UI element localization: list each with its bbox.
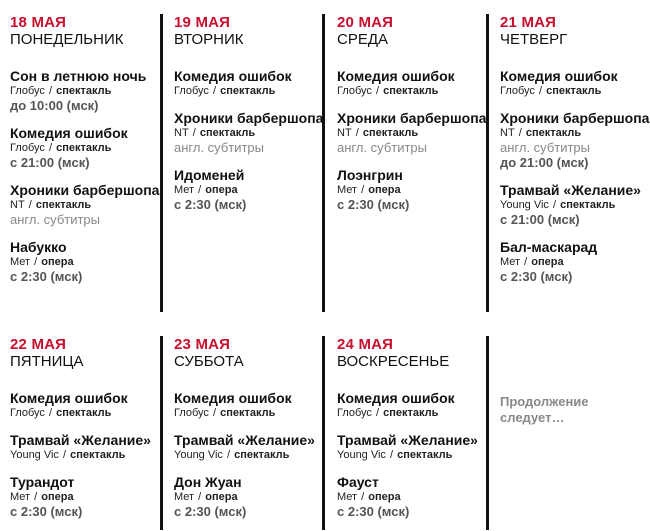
event-venue: Глобус xyxy=(337,407,372,419)
venue-separator: / xyxy=(372,85,383,97)
event-venue: Мет xyxy=(10,256,31,268)
day-date: 22 МАЯ xyxy=(10,336,67,353)
event-title: Комедия ошибок xyxy=(337,390,455,406)
day-weekday: ЧЕТВЕРГ xyxy=(500,31,568,48)
event-type: опера xyxy=(368,184,401,196)
day-column-mon xyxy=(0,14,160,296)
column-divider xyxy=(160,336,163,530)
event-venue-line xyxy=(500,198,650,212)
day-date: 19 МАЯ xyxy=(174,14,231,31)
event-venue: NT xyxy=(500,127,515,139)
event-venue-line xyxy=(10,406,160,420)
event-venue: Глобус xyxy=(337,85,372,97)
event-venue: Мет xyxy=(337,491,358,503)
event-venue-line xyxy=(174,126,324,140)
venue-separator: / xyxy=(45,407,56,419)
event-title: Трамвай «Желание» xyxy=(500,182,641,198)
event-note: англ. субтитры xyxy=(10,212,101,227)
venue-separator: / xyxy=(45,142,56,154)
event-item xyxy=(174,432,324,462)
day-column-sat xyxy=(164,336,324,531)
day-date: 18 МАЯ xyxy=(10,14,67,31)
event-type: спектакль xyxy=(383,407,439,419)
event-venue: Young Vic xyxy=(500,199,549,211)
continue-column xyxy=(490,394,650,426)
venue-separator: / xyxy=(535,85,546,97)
venue-separator: / xyxy=(189,127,199,139)
event-title: Идоменей xyxy=(174,167,245,183)
event-note: англ. субтитры xyxy=(500,140,591,155)
event-venue-line xyxy=(10,490,160,504)
event-venue-line xyxy=(174,406,324,420)
event-type: опера xyxy=(41,256,74,268)
event-time: с 2:30 (мск) xyxy=(337,504,410,519)
event-time: до 10:00 (мск) xyxy=(10,98,99,113)
event-venue-line xyxy=(10,141,160,155)
day-weekday: СРЕДА xyxy=(337,31,389,48)
event-type: опера xyxy=(205,184,238,196)
event-venue-line xyxy=(337,406,487,420)
event-venue-line xyxy=(174,448,324,462)
event-title: Бал-маскарад xyxy=(500,239,598,255)
event-venue: Young Vic xyxy=(174,449,223,461)
day-column-sun xyxy=(327,336,487,531)
day-column-tue xyxy=(164,14,324,224)
venue-separator: / xyxy=(195,184,205,196)
event-venue-line xyxy=(337,84,487,98)
day-weekday: ВТОРНИК xyxy=(174,31,244,48)
event-type: спектакль xyxy=(220,407,276,419)
event-title: Комедия ошибок xyxy=(174,68,292,84)
event-venue-line xyxy=(337,448,487,462)
event-item xyxy=(500,68,650,98)
venue-separator: / xyxy=(358,491,368,503)
event-item xyxy=(337,167,487,212)
event-item xyxy=(174,390,324,420)
day-weekday: СУББОТА xyxy=(174,353,244,370)
event-venue-line xyxy=(174,183,324,197)
event-title: Набукко xyxy=(10,239,67,255)
event-venue: Мет xyxy=(500,256,521,268)
venue-separator: / xyxy=(515,127,525,139)
event-note: англ. субтитры xyxy=(174,140,265,155)
event-type: опера xyxy=(205,491,238,503)
event-type: спектакль xyxy=(234,449,290,461)
event-venue: Глобус xyxy=(174,85,209,97)
event-note: англ. субтитры xyxy=(337,140,428,155)
event-item xyxy=(174,474,324,519)
venue-separator: / xyxy=(209,407,220,419)
event-type: спектакль xyxy=(56,142,112,154)
event-venue-line xyxy=(500,255,650,269)
event-item xyxy=(10,239,160,284)
event-venue: Глобус xyxy=(500,85,535,97)
event-venue: Мет xyxy=(174,491,195,503)
venue-separator: / xyxy=(352,127,362,139)
column-divider xyxy=(160,14,163,312)
event-type: спектакль xyxy=(70,449,126,461)
event-time: с 2:30 (мск) xyxy=(174,197,247,212)
event-item xyxy=(337,110,487,155)
venue-separator: / xyxy=(358,184,368,196)
event-title: Хроники барбершопа xyxy=(10,182,160,198)
event-type: спектакль xyxy=(397,449,453,461)
venue-separator: / xyxy=(59,449,70,461)
venue-separator: / xyxy=(195,491,205,503)
event-item xyxy=(10,182,160,227)
venue-separator: / xyxy=(549,199,560,211)
event-type: опера xyxy=(531,256,564,268)
day-date: 24 МАЯ xyxy=(337,336,394,353)
event-venue: Глобус xyxy=(10,85,45,97)
day-date: 23 МАЯ xyxy=(174,336,231,353)
day-weekday: ПОНЕДЕЛЬНИК xyxy=(10,31,124,48)
event-venue-line xyxy=(337,183,487,197)
event-venue: Мет xyxy=(10,491,31,503)
event-item xyxy=(337,390,487,420)
event-type: опера xyxy=(41,491,74,503)
event-item xyxy=(337,432,487,462)
event-title: Комедия ошибок xyxy=(500,68,618,84)
event-venue-line xyxy=(174,490,324,504)
event-time: с 2:30 (мск) xyxy=(10,269,83,284)
event-type: опера xyxy=(368,491,401,503)
event-venue-line xyxy=(10,255,160,269)
venue-separator: / xyxy=(223,449,234,461)
event-venue: Мет xyxy=(337,184,358,196)
event-title: Комедия ошибок xyxy=(10,390,128,406)
event-type: спектакль xyxy=(199,127,256,139)
venue-separator: / xyxy=(386,449,397,461)
event-item xyxy=(10,125,160,170)
event-item xyxy=(500,110,650,170)
venue-separator: / xyxy=(31,491,41,503)
event-title: Комедия ошибок xyxy=(174,390,292,406)
event-time: с 2:30 (мск) xyxy=(174,504,247,519)
day-date: 20 МАЯ xyxy=(337,14,394,31)
venue-separator: / xyxy=(521,256,531,268)
event-venue: Глобус xyxy=(10,407,45,419)
event-venue: Young Vic xyxy=(337,449,386,461)
venue-separator: / xyxy=(209,85,220,97)
day-weekday: ВОСКРЕСЕНЬЕ xyxy=(337,353,450,370)
event-item xyxy=(10,68,160,113)
event-item xyxy=(10,432,160,462)
day-column-wed xyxy=(327,14,487,224)
event-venue: Глобус xyxy=(10,142,45,154)
event-title: Комедия ошибок xyxy=(337,68,455,84)
event-title: Дон Жуан xyxy=(174,474,242,490)
event-venue-line xyxy=(500,84,650,98)
event-time: с 21:00 (мск) xyxy=(10,155,90,170)
event-time: с 2:30 (мск) xyxy=(10,504,83,519)
event-venue: NT xyxy=(174,127,189,139)
event-title: Сон в летнюю ночь xyxy=(10,68,147,84)
event-venue-line xyxy=(10,84,160,98)
event-venue: Глобус xyxy=(174,407,209,419)
event-type: спектакль xyxy=(56,85,112,97)
event-type: спектакль xyxy=(362,127,419,139)
event-title: Трамвай «Желание» xyxy=(337,432,478,448)
venue-separator: / xyxy=(25,199,35,211)
event-type: спектакль xyxy=(56,407,112,419)
event-title: Турандот xyxy=(10,474,75,490)
event-venue-line xyxy=(10,448,160,462)
event-type: спектакль xyxy=(220,85,276,97)
event-type: спектакль xyxy=(383,85,439,97)
event-item xyxy=(337,68,487,98)
event-venue: Мет xyxy=(174,184,195,196)
event-title: Фауст xyxy=(337,474,379,490)
event-type: спектакль xyxy=(560,199,616,211)
event-title: Лоэнгрин xyxy=(337,167,403,183)
event-time: до 21:00 (мск) xyxy=(500,155,589,170)
event-item xyxy=(174,110,324,155)
event-item xyxy=(174,167,324,212)
event-time: с 2:30 (мск) xyxy=(337,197,410,212)
event-title: Хроники барбершопа xyxy=(337,110,487,126)
event-item xyxy=(174,68,324,98)
event-venue: Young Vic xyxy=(10,449,59,461)
day-weekday: ПЯТНИЦА xyxy=(10,353,84,370)
venue-separator: / xyxy=(45,85,56,97)
event-venue-line xyxy=(10,198,160,212)
day-column-fri xyxy=(0,336,160,531)
venue-separator: / xyxy=(31,256,41,268)
event-type: спектакль xyxy=(546,85,602,97)
event-venue-line xyxy=(337,126,487,140)
event-item xyxy=(10,390,160,420)
event-title: Хроники барбершопа xyxy=(500,110,650,126)
event-venue-line xyxy=(337,490,487,504)
day-date: 21 МАЯ xyxy=(500,14,557,31)
event-venue: NT xyxy=(337,127,352,139)
event-venue-line xyxy=(500,126,650,140)
event-venue-line xyxy=(174,84,324,98)
event-venue: NT xyxy=(10,199,25,211)
event-time: с 2:30 (мск) xyxy=(500,269,573,284)
event-type: спектакль xyxy=(525,127,582,139)
event-item xyxy=(500,239,650,284)
event-title: Хроники барбершопа xyxy=(174,110,324,126)
event-title: Комедия ошибок xyxy=(10,125,128,141)
event-type: спектакль xyxy=(35,199,92,211)
event-title: Трамвай «Желание» xyxy=(10,432,151,448)
continue-text: Продолжение следует… xyxy=(500,394,589,425)
event-item xyxy=(10,474,160,519)
day-column-thu xyxy=(490,14,650,296)
event-item xyxy=(337,474,487,519)
venue-separator: / xyxy=(372,407,383,419)
event-time: с 21:00 (мск) xyxy=(500,212,580,227)
event-item xyxy=(500,182,650,227)
event-title: Трамвай «Желание» xyxy=(174,432,315,448)
